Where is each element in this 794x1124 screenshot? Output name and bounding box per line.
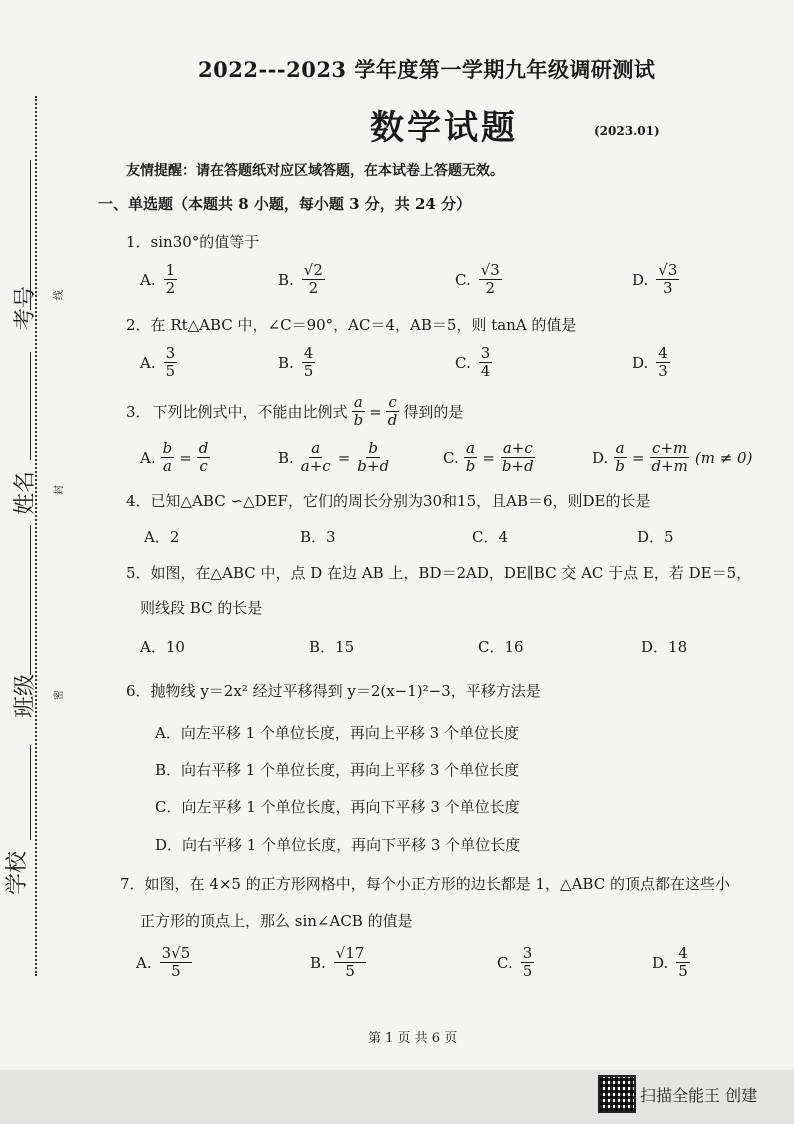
q2-option-a: A. $\frac{3}{5}$ [140,344,176,381]
qr-code-icon [598,1075,636,1113]
q7-option-b: B. $\frac{√17}{5}$ [310,944,365,981]
q3-option-a: A. $\frac{b}{a}$ = $\frac{d}{c}$ [140,439,209,476]
question-1-stem [126,231,259,252]
class-underline [30,525,31,675]
q6-option-b: B．向右平移 1 个单位长度，再向上平移 3 个单位长度 [155,761,520,779]
q1-option-b: B. $\frac{√2}{2}$ [278,261,323,298]
q6-option-c: C．向左平移 1 个单位长度，再向下平移 3 个单位长度 [155,798,520,816]
scanner-watermark: 扫描全能王 创建 [640,1086,758,1105]
question-2-stem: 2．在 Rt△ABC 中，∠C＝90°，AC＝4，AB＝5，则 tanA 的值是 [126,316,577,334]
question-6-stem: 6．抛物线 y＝2x² 经过平移得到 y＝2(x−1)²−3，平移方法是 [126,682,541,700]
binding-dotted-line [35,96,37,976]
q7-option-c: C. $\frac{3}{5}$ [497,944,533,981]
exam-date: (2023.01) [594,124,660,138]
seal-mark: 封 [54,485,65,495]
secret-mark: 密 [54,690,65,700]
line-mark: 线 [54,290,65,300]
q4-option-b: B．3 [300,528,336,546]
q1-option-d: D. $\frac{√3}{3}$ [632,261,678,298]
question-4-stem: 4．已知△ABC ∽△DEF，它们的周长分别为30和15，且AB＝6，则DE的长是 [126,492,651,510]
q3-option-c: C. $\frac{a}{b}$ = $\frac{a+c}{b+d}$ [443,439,534,476]
page-footer: 第 1 页 共 6 页 [368,1031,458,1046]
q5-option-d: D．18 [641,638,688,656]
q4-option-a: A．2 [144,528,180,546]
q2-option-b: B. $\frac{4}{5}$ [278,344,314,381]
name-underline [30,352,31,460]
q3-option-b: B. $\frac{a}{a+c}$ = $\frac{b}{b+d}$ [278,439,390,476]
question-5-stem-line2: 则线段 BC 的长是 [140,599,263,617]
exam-no-label: 考号 [13,285,38,330]
q4-option-d: D．5 [637,528,674,546]
q5-option-b: B．15 [309,638,355,656]
q7-option-a: A. $\frac{3√5}{5}$ [136,944,191,981]
class-label: 班级 [13,673,38,718]
q5-option-c: C．16 [478,638,524,656]
exam-title: 2022---2023 学年度第一学期九年级调研测试 [198,57,656,82]
q1-option-c: C. $\frac{√3}{2}$ [455,261,500,298]
q7-option-d: D. $\frac{4}{5}$ [652,944,688,981]
name-label: 姓名 [13,470,38,515]
subject-title: 数学试题 [370,108,518,148]
question-5-stem: 5．如图，在△ABC 中，点 D 在边 AB 上，BD＝2AD，DE∥BC 交 AC 于点 E，若 DE＝5， [126,564,752,582]
q3-option-d: D. $\frac{a}{b}$ = $\frac{c+m}{d+m}$ (m ≠ 0) [592,439,753,476]
notice: 友情提醒：请在答题纸对应区域答题，在本试卷上答题无效。 [126,163,504,179]
q6-option-d: D．向右平移 1 个单位长度，再向下平移 3 个单位长度 [155,836,521,854]
school-label: 学校 [5,850,30,895]
question-7-stem-line2: 正方形的顶点上，那么 sin∠ACB 的值是 [140,912,413,930]
section-heading: 一、单选题（本题共 8 小题，每小题 3 分，共 24 分） [98,195,472,213]
q6-option-a: A．向左平移 1 个单位长度，再向上平移 3 个单位长度 [155,724,519,742]
question-7-stem: 7．如图，在 4×5 的正方形网格中，每个小正方形的边长都是 1，△ABC 的顶点都在这些小 [120,875,730,893]
q2-option-d: D. $\frac{4}{3}$ [632,344,668,381]
question-3-stem: 3． 下列比例式中，不能由比例式 $\frac{a}{b}$ = $\frac{c}{d}$ 得到的是 [126,393,464,430]
q5-option-a: A．10 [140,638,185,656]
question-text: sin30°的值等于 [150,233,260,251]
q1-option-a: A. $\frac{1}{2}$ [140,261,176,298]
question-number: 1． [126,233,151,251]
q2-option-c: C. $\frac{3}{4}$ [455,344,491,381]
q4-option-c: C．4 [472,528,509,546]
school-underline [30,745,31,840]
